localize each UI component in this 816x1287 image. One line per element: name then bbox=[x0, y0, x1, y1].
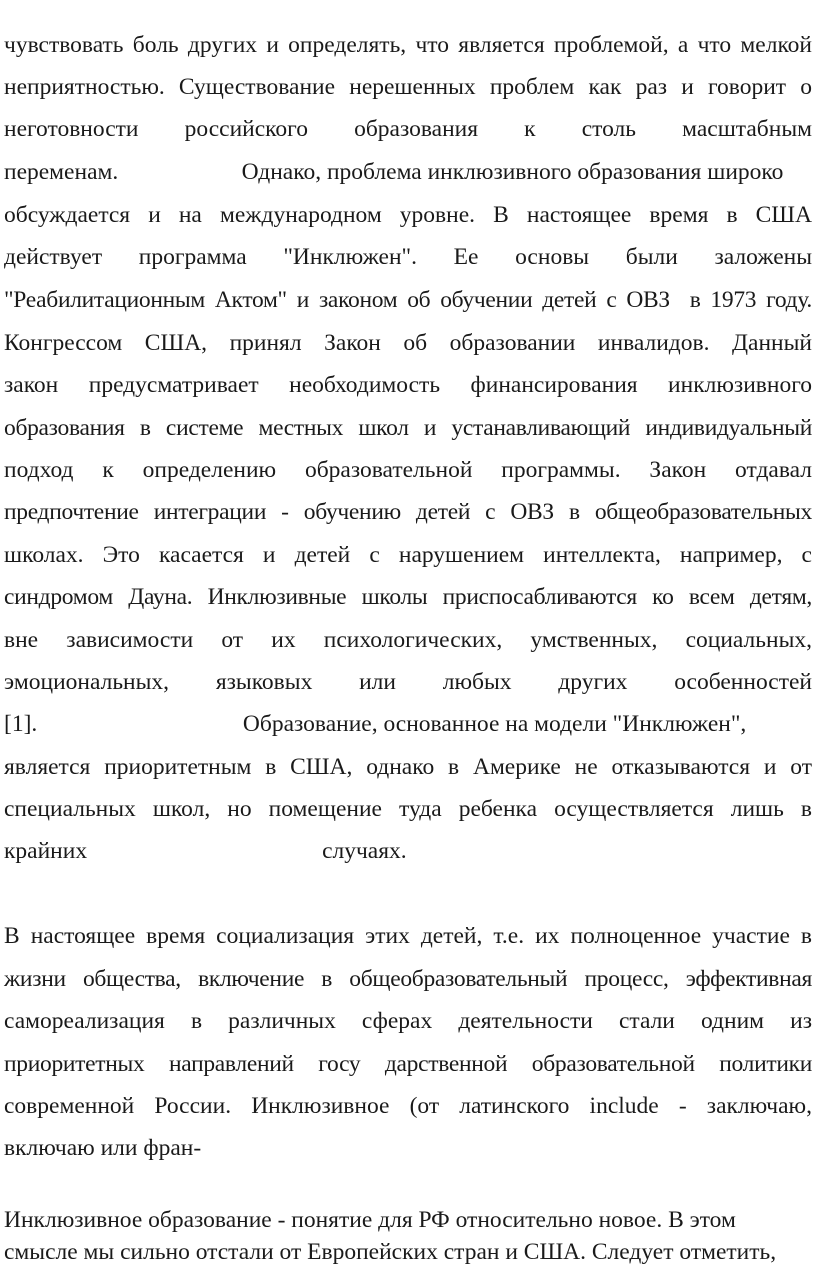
text-line: предпочтение интеграции - обучению детей с ОВЗ в общеобразовательных bbox=[4, 499, 812, 525]
text-line: является приоритетным в США, однако в Америке не отказываются и от bbox=[4, 754, 812, 780]
text-line: Конгрессом США, принял Закон об образовании инвалидов. Данный bbox=[4, 330, 812, 356]
text-line: подход к определению образовательной программы. Закон отдавал bbox=[4, 457, 812, 483]
text-line: школах. Это касается и детей с нарушением интеллекта, например, с bbox=[4, 542, 812, 568]
text-line: Инклюзивное образование - понятие для РФ относительно новое. В этом bbox=[4, 1207, 736, 1233]
text-line: обсуждается и на международном уровне. В настоящее время в США bbox=[4, 202, 812, 228]
text-line: эмоциональных, языковых или любых других особенностей bbox=[4, 669, 812, 695]
text-line: смысле мы сильно отстали от Европейских стран и США. Следует отметить, bbox=[4, 1239, 777, 1265]
text-line: современной России. Инклюзивное (от латинского include - заключаю, bbox=[4, 1093, 812, 1119]
text-line: "Реабилитационным Актом" и законом об обучении детей с ОВЗ в 1973 году. bbox=[4, 287, 812, 313]
text-line: самореализация в различных сферах деятельности стали одним из bbox=[4, 1008, 812, 1034]
text-line: неготовности российского образования к столь масштабным bbox=[4, 116, 812, 142]
text-line: В настоящее время социализация этих детей, т.е. их полноценное участие в bbox=[4, 923, 812, 949]
text-line: включаю или фран- bbox=[4, 1135, 202, 1161]
text-line: вне зависимости от их психологических, умственных, социальных, bbox=[4, 627, 812, 653]
text-line: жизни общества, включение в общеобразовательный процесс, эффективная bbox=[4, 966, 812, 992]
text-line: крайних случаях. bbox=[4, 838, 407, 864]
text-line: закон предусматривает необходимость финансирования инклюзивного bbox=[4, 372, 812, 398]
text-line: переменам. Однако, проблема инклюзивного образования широко bbox=[4, 159, 784, 185]
text-line: образования в системе местных школ и устанавливающий индивидуальный bbox=[4, 415, 812, 441]
text-line: неприятностью. Существование нерешенных проблем как раз и говорит о bbox=[4, 74, 812, 100]
text-line: специальных школ, но помещение туда ребенка осуществляется лишь в bbox=[4, 796, 812, 822]
text-line: приоритетных направлений госу дарственной образовательной политики bbox=[4, 1051, 812, 1077]
text-line: [1]. Образование, основанное на модели "Инклюжен", bbox=[4, 711, 747, 737]
text-line: действует программа "Инклюжен". Ее основы были заложены bbox=[4, 244, 812, 270]
text-line: синдромом Дауна. Инклюзивные школы приспосабливаются ко всем детям, bbox=[4, 584, 812, 610]
text-line: чувствовать боль других и определять, что является проблемой, а что мелкой bbox=[4, 32, 812, 58]
